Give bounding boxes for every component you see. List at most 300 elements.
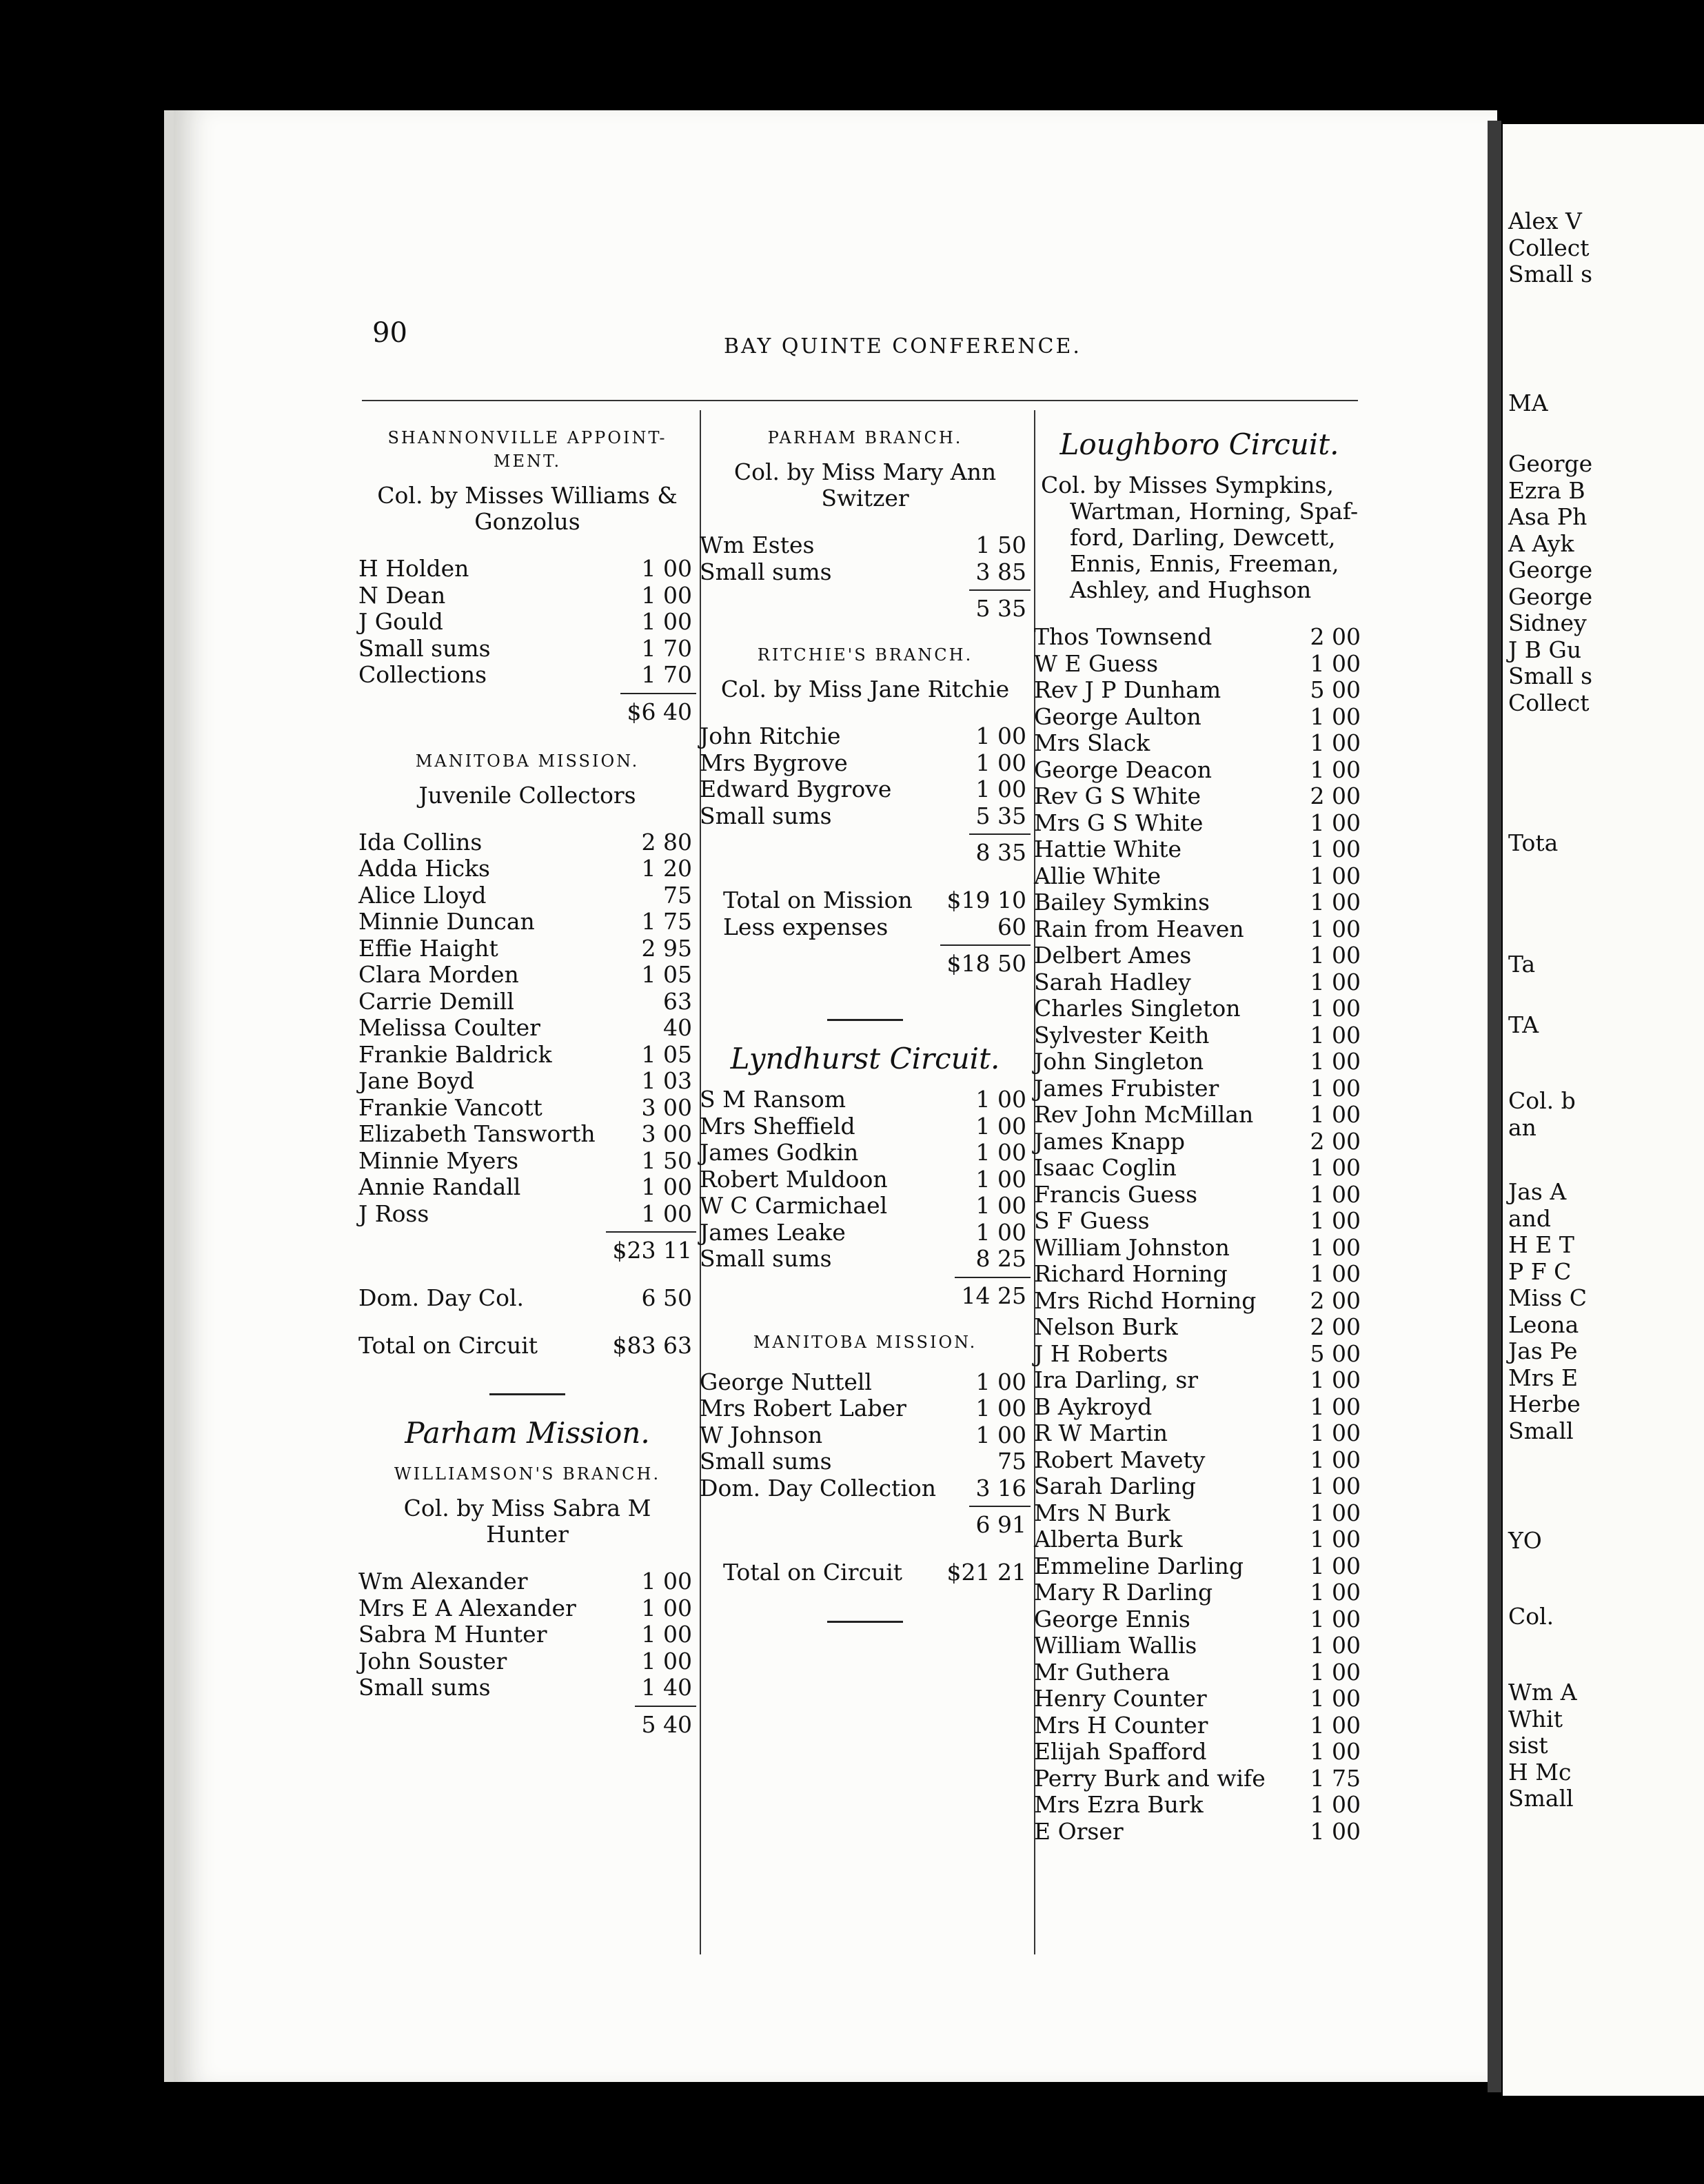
entry-row xyxy=(700,803,1031,830)
subtotal: 5 40 xyxy=(358,1701,696,1739)
entry-name: James Knapp xyxy=(1034,1127,1185,1155)
entry-row xyxy=(1034,677,1365,704)
entry-name: J Ross xyxy=(358,1200,429,1227)
entry-amount: 1 00 xyxy=(1310,889,1361,916)
facing-page-fragment xyxy=(1508,1179,1587,1444)
entry-name: Mrs H Counter xyxy=(1034,1711,1208,1739)
entry-row xyxy=(700,1448,1031,1475)
entry-name: James Leake xyxy=(700,1218,846,1246)
entry-amount: 1 00 xyxy=(1310,1473,1361,1499)
entry-amount: 1 00 xyxy=(975,1395,1026,1422)
entry-name: Small sums xyxy=(358,634,491,662)
facing-page-text: Small xyxy=(1508,1417,1574,1444)
entry-amount: 75 xyxy=(663,881,692,909)
entry-name: Robert Muldoon xyxy=(700,1165,888,1193)
entry-row xyxy=(700,1246,1031,1273)
entry-amount: 1 00 xyxy=(641,1173,692,1200)
entry-name: Dom. Day Collection xyxy=(700,1474,937,1502)
facing-page-text: Small s xyxy=(1508,261,1593,287)
entry-name: Hattie White xyxy=(1034,836,1182,862)
facing-page-text: Mrs E xyxy=(1508,1364,1579,1391)
facing-page-text: Leona xyxy=(1508,1311,1579,1338)
entry-row xyxy=(358,609,696,636)
entry-amount: 1 00 xyxy=(975,1086,1026,1113)
entry-name: Jane Boyd xyxy=(358,1067,475,1094)
facing-page-text: A Ayk xyxy=(1508,529,1574,557)
entry-name: Wm Estes xyxy=(700,532,815,558)
entry-name: Carrie Demill xyxy=(358,987,514,1015)
entry-row xyxy=(358,1201,696,1228)
section-heading: MANITOBA MISSION. xyxy=(753,1332,977,1352)
facing-page-text: J B Gu xyxy=(1508,636,1582,663)
entry-row xyxy=(1034,1394,1365,1421)
entry-row xyxy=(1034,1022,1365,1049)
entry-row xyxy=(700,1475,1031,1502)
entry-name: Mrs N Burk xyxy=(1034,1499,1170,1526)
collector-line: Col. by Miss Mary Ann Switzer xyxy=(733,458,997,512)
entry-row xyxy=(358,1595,696,1622)
entry-amount: 2 00 xyxy=(1310,1313,1361,1340)
entry-name: Elizabeth Tansworth xyxy=(358,1120,596,1147)
entry-name: Emmeline Darling xyxy=(1034,1552,1244,1579)
facing-page-text: Sidney xyxy=(1508,609,1587,636)
entry-name: W C Carmichael xyxy=(700,1192,888,1219)
collector-line: Juvenile Collectors xyxy=(418,781,636,809)
entry-name: S F Guess xyxy=(1034,1207,1150,1234)
entry-row xyxy=(1034,1766,1365,1792)
entry-name: John Singleton xyxy=(1034,1048,1204,1075)
facing-page-text: Tota xyxy=(1508,829,1559,856)
entry-row xyxy=(1034,1686,1365,1712)
entry-row xyxy=(1034,1447,1365,1474)
entry-name: Wm Alexander xyxy=(358,1568,528,1595)
entry-amount: 1 00 xyxy=(1310,1685,1361,1712)
entry-row xyxy=(358,1174,696,1201)
entry-amount: 1 00 xyxy=(1310,915,1361,942)
entry-amount: 1 03 xyxy=(641,1067,692,1094)
entry-amount: 1 70 xyxy=(641,661,692,688)
entry-row xyxy=(1034,889,1365,916)
entry-amount: 3 00 xyxy=(641,1093,692,1121)
facing-page-text: Whit xyxy=(1508,1705,1563,1732)
facing-page-text: an xyxy=(1508,1113,1536,1141)
facing-page-fragment xyxy=(1508,1679,1577,1812)
entry-name: Thos Townsend xyxy=(1034,623,1213,650)
entry-row xyxy=(1034,1606,1365,1633)
entry-row xyxy=(358,1675,696,1701)
entry-row xyxy=(1034,624,1365,651)
expenses-row: Less expenses 60 xyxy=(723,913,1026,940)
entry-row xyxy=(358,829,696,856)
entry-amount: 1 00 xyxy=(975,749,1026,776)
entry-name: Mrs Slack xyxy=(1034,729,1150,756)
entry-row xyxy=(700,1395,1031,1422)
entry-name: Mrs Richd Horning xyxy=(1034,1286,1257,1314)
entry-name: Melissa Coulter xyxy=(358,1014,540,1041)
entry-name: Frankie Baldrick xyxy=(358,1040,552,1068)
entry-name: Minnie Duncan xyxy=(358,908,535,935)
entry-amount: 1 00 xyxy=(1310,1233,1361,1261)
header-rule xyxy=(362,400,1358,401)
entry-row xyxy=(358,1095,696,1122)
entry-name: Robert Mavety xyxy=(1034,1446,1206,1473)
facing-page-text: sist xyxy=(1508,1732,1548,1759)
facing-page-text: Ezra B xyxy=(1508,476,1585,504)
entry-amount: 2 95 xyxy=(641,934,692,962)
entry-amount: 1 00 xyxy=(1310,649,1361,677)
entry-name: Collections xyxy=(358,661,487,688)
facing-page-text: MA xyxy=(1508,390,1548,416)
entry-name: Rev John McMillan xyxy=(1034,1101,1254,1128)
entry-amount: 1 00 xyxy=(1310,1817,1361,1845)
entry-amount: 2 00 xyxy=(1310,1286,1361,1314)
entry-row xyxy=(1034,1526,1365,1553)
entry-row xyxy=(358,1648,696,1675)
entry-amount: 1 00 xyxy=(1310,1579,1361,1606)
entry-row xyxy=(358,1042,696,1069)
entry-name: Perry Burk and wife xyxy=(1034,1764,1266,1792)
entry-list xyxy=(700,532,1031,585)
entry-row xyxy=(1034,1420,1365,1447)
entry-name: N Dean xyxy=(358,581,446,609)
facing-page-text: Ta xyxy=(1508,951,1536,978)
entry-row xyxy=(700,1369,1031,1396)
entry-amount: 1 00 xyxy=(1310,1499,1361,1526)
facing-page-text: Asa Ph xyxy=(1508,503,1588,530)
collector-line: Col. by Misses Sympkins, Wartman, Horning, Spaf- ford, Darling, Dewcett, Ennis, Ennis, Freeman, Ashley, and Hughson xyxy=(1041,472,1359,603)
column-2 xyxy=(700,414,1031,1644)
facing-page-fragment xyxy=(1508,390,1548,417)
entry-amount: 1 00 xyxy=(1310,1791,1361,1818)
entry-amount: 2 00 xyxy=(1310,782,1361,809)
entry-row xyxy=(700,1140,1031,1166)
entry-name: James Frubister xyxy=(1034,1074,1219,1102)
entry-name: Alice Lloyd xyxy=(358,881,487,909)
entry-name: George Nuttell xyxy=(700,1368,872,1395)
entry-amount: 1 20 xyxy=(641,855,692,882)
entry-row xyxy=(1034,863,1365,890)
entry-amount: 1 00 xyxy=(1310,1393,1361,1420)
entry-name: George Ennis xyxy=(1034,1605,1190,1632)
entry-row xyxy=(1034,1208,1365,1235)
facing-page-fragment xyxy=(1508,830,1558,857)
entry-list xyxy=(1034,624,1365,1845)
entry-row xyxy=(358,962,696,989)
dom-day-row: Dom. Day Col. 6 50 xyxy=(358,1284,692,1311)
entry-amount: 1 00 xyxy=(641,1568,692,1595)
entry-row xyxy=(1034,1102,1365,1129)
running-head: BAY QUINTE CONFERENCE. xyxy=(724,334,1082,358)
entry-amount: 1 05 xyxy=(641,1040,692,1068)
entry-amount: 1 00 xyxy=(1310,1180,1361,1208)
entry-row xyxy=(1034,1155,1365,1182)
entry-amount: 40 xyxy=(663,1014,692,1041)
facing-page-fragment xyxy=(1508,451,1592,716)
entry-name: S M Ransom xyxy=(700,1086,846,1113)
entry-row xyxy=(700,1422,1031,1449)
entry-amount: 75 xyxy=(997,1448,1026,1475)
entry-name: E Orser xyxy=(1034,1817,1124,1845)
section-title: Parham Mission. xyxy=(405,1416,650,1450)
facing-page-text: YO xyxy=(1508,1527,1542,1554)
entry-row xyxy=(700,750,1031,777)
entry-name: Mrs Sheffield xyxy=(700,1112,855,1140)
entry-list xyxy=(700,1086,1031,1273)
section-heading: PARHAM BRANCH. xyxy=(767,428,963,447)
facing-page-text: P F C xyxy=(1508,1257,1572,1285)
entry-amount: 1 00 xyxy=(1310,1552,1361,1579)
entry-row xyxy=(1034,1288,1365,1315)
entry-name: Sylvester Keith xyxy=(1034,1021,1210,1049)
entry-row xyxy=(1034,995,1365,1022)
facing-page-text: Small xyxy=(1508,1785,1574,1812)
entry-name: Edward Bygrove xyxy=(700,776,892,802)
entry-row xyxy=(700,1086,1031,1113)
entry-name: Ira Darling, sr xyxy=(1034,1366,1199,1393)
entry-amount: 2 00 xyxy=(1310,623,1361,650)
entry-name: Sabra M Hunter xyxy=(358,1621,547,1648)
entry-row xyxy=(700,1193,1031,1220)
entry-amount: 1 00 xyxy=(1310,1101,1361,1128)
entry-amount: 1 00 xyxy=(975,1421,1026,1448)
section-divider xyxy=(489,1393,565,1395)
section-heading: SHANNONVILLE APPOINT- MENT. xyxy=(387,428,667,471)
entry-amount: 1 00 xyxy=(641,1200,692,1227)
entry-row xyxy=(358,583,696,609)
entry-amount: 1 00 xyxy=(1310,1605,1361,1632)
entry-amount: 1 00 xyxy=(1310,968,1361,995)
entry-row xyxy=(1034,1235,1365,1262)
entry-amount: 1 50 xyxy=(641,1146,692,1174)
entry-row xyxy=(358,882,696,909)
section-title: Lyndhurst Circuit. xyxy=(730,1042,1000,1075)
mission-total-row: Total on Mission $19 10 xyxy=(723,887,1026,913)
entry-amount: 1 00 xyxy=(1310,1074,1361,1102)
entry-row xyxy=(1034,836,1365,863)
facing-page-fragment xyxy=(1508,951,1535,978)
entry-row xyxy=(1034,969,1365,996)
entry-amount: 1 00 xyxy=(641,581,692,609)
collector-line: Col. by Miss Sabra M Hunter xyxy=(403,1495,651,1548)
entry-amount: 1 00 xyxy=(1310,836,1361,862)
entry-name: Sarah Hadley xyxy=(1034,968,1191,995)
entry-name: J H Roberts xyxy=(1034,1339,1168,1367)
facing-page-text: H E T xyxy=(1508,1231,1574,1258)
entry-amount: 1 00 xyxy=(1310,942,1361,969)
subtotal: $23 11 xyxy=(358,1227,696,1264)
entry-amount: 1 00 xyxy=(975,722,1026,749)
entry-row xyxy=(1034,942,1365,969)
entry-name: James Godkin xyxy=(700,1139,859,1166)
entry-name: B Aykroyd xyxy=(1034,1393,1153,1420)
facing-page-text: George xyxy=(1508,556,1593,583)
entry-list xyxy=(700,1369,1031,1502)
facing-page-fragment xyxy=(1508,208,1592,288)
entry-name: W Johnson xyxy=(700,1421,823,1448)
entry-name: Mrs Robert Laber xyxy=(700,1395,906,1422)
entry-name: Mrs Bygrove xyxy=(700,749,848,776)
circuit-total-row: Total on Circuit $21 21 xyxy=(723,1559,1026,1586)
entry-amount: 3 00 xyxy=(641,1120,692,1147)
facing-page xyxy=(1503,124,1704,2096)
entry-name: Elijah Spafford xyxy=(1034,1738,1207,1765)
entry-amount: 1 00 xyxy=(1310,1048,1361,1075)
section-heading: RITCHIE'S BRANCH. xyxy=(757,645,973,665)
column-1 xyxy=(358,414,696,1739)
facing-page-text: Jas Pe xyxy=(1508,1337,1578,1364)
entry-row xyxy=(358,856,696,882)
entry-amount: 1 00 xyxy=(1310,1154,1361,1181)
entry-name: W E Guess xyxy=(1034,649,1159,677)
entry-name: Bailey Symkins xyxy=(1034,889,1210,916)
entry-row xyxy=(700,559,1031,586)
entry-amount: 3 85 xyxy=(975,558,1026,585)
entry-amount: 1 00 xyxy=(1310,1021,1361,1049)
facing-page-fragment xyxy=(1508,1012,1539,1039)
entry-name: George Aulton xyxy=(1034,702,1201,730)
entry-amount: 1 00 xyxy=(1310,729,1361,756)
entry-name: Ida Collins xyxy=(358,828,483,856)
entry-row xyxy=(358,662,696,689)
facing-page-text: H Mc xyxy=(1508,1758,1572,1786)
entry-row xyxy=(1034,757,1365,784)
facing-page-text: and xyxy=(1508,1204,1552,1232)
entry-row xyxy=(1034,1659,1365,1686)
entry-row xyxy=(358,1015,696,1042)
facing-page-text: Col. xyxy=(1508,1603,1554,1630)
entry-name: Annie Randall xyxy=(358,1173,521,1200)
entry-name: R W Martin xyxy=(1034,1419,1168,1446)
section-heading: WILLIAMSON'S BRANCH. xyxy=(394,1464,661,1484)
subtotal: 8 35 xyxy=(700,829,1031,867)
section-heading: MANITOBA MISSION. xyxy=(415,751,640,771)
entry-name: Frankie Vancott xyxy=(358,1093,542,1121)
entry-amount: 1 00 xyxy=(1310,1711,1361,1739)
entry-row xyxy=(358,1121,696,1148)
facing-page-text: Herbe xyxy=(1508,1391,1581,1417)
page-number: 90 xyxy=(372,317,407,349)
entry-list xyxy=(358,1568,696,1701)
entry-amount: 1 00 xyxy=(975,1218,1026,1246)
entry-amount: 3 16 xyxy=(975,1474,1026,1502)
entry-amount: 1 75 xyxy=(641,908,692,935)
entry-row xyxy=(358,1068,696,1095)
entry-name: J Gould xyxy=(358,608,443,635)
entry-name: Nelson Burk xyxy=(1034,1313,1178,1340)
entry-name: Small sums xyxy=(700,558,832,585)
entry-name: Mrs Ezra Burk xyxy=(1034,1791,1204,1818)
net-total: $18 50 xyxy=(700,940,1031,978)
facing-page-text: Collect xyxy=(1508,689,1590,716)
entry-amount: 1 00 xyxy=(1310,1260,1361,1287)
entry-amount: 1 00 xyxy=(975,1192,1026,1219)
entry-name: Francis Guess xyxy=(1034,1180,1198,1208)
entry-name: Adda Hicks xyxy=(358,855,490,882)
facing-page-text: George xyxy=(1508,450,1593,477)
entry-amount: 1 00 xyxy=(1310,809,1361,836)
book-spine xyxy=(1488,121,1501,2092)
entry-row xyxy=(1034,730,1365,757)
collector-line: Col. by Miss Jane Ritchie xyxy=(720,676,1010,702)
entry-name: Small sums xyxy=(700,1448,832,1475)
entry-name: George Deacon xyxy=(1034,756,1212,783)
entry-name: Mrs G S White xyxy=(1034,809,1204,836)
entry-row xyxy=(1034,1049,1365,1075)
entry-amount: 1 00 xyxy=(1310,1207,1361,1234)
entry-row xyxy=(1034,1367,1365,1394)
entry-amount: 1 40 xyxy=(641,1674,692,1701)
entry-amount: 2 80 xyxy=(641,828,692,856)
entry-amount: 1 00 xyxy=(1310,1419,1361,1446)
entry-amount: 2 00 xyxy=(1310,1127,1361,1155)
entry-row xyxy=(1034,1632,1365,1659)
entry-name: John Souster xyxy=(358,1647,507,1675)
entry-amount: 1 75 xyxy=(1310,1764,1361,1792)
entry-name: Clara Morden xyxy=(358,961,519,988)
entry-row xyxy=(700,776,1031,803)
entry-amount: 1 00 xyxy=(975,776,1026,802)
subtotal: 6 91 xyxy=(700,1502,1031,1539)
subtotal: 5 35 xyxy=(700,585,1031,623)
facing-page-text: George xyxy=(1508,583,1593,610)
entry-row xyxy=(1034,1075,1365,1102)
entry-name: Rain from Heaven xyxy=(1034,915,1244,942)
entry-amount: 1 00 xyxy=(975,1165,1026,1193)
entry-amount: 1 00 xyxy=(1310,702,1361,730)
entry-amount: 1 00 xyxy=(1310,995,1361,1022)
entry-amount: 1 00 xyxy=(641,1621,692,1648)
entry-amount: 1 00 xyxy=(641,608,692,635)
entry-name: John Ritchie xyxy=(700,722,841,749)
entry-row xyxy=(1034,1473,1365,1500)
entry-row xyxy=(700,532,1031,559)
entry-name: Small sums xyxy=(358,1674,491,1701)
entry-name: Charles Singleton xyxy=(1034,995,1241,1022)
entry-row xyxy=(358,1621,696,1648)
entry-row xyxy=(1034,651,1365,678)
entry-row xyxy=(1034,1314,1365,1341)
entry-amount: 1 00 xyxy=(1310,1446,1361,1473)
entry-name: Mrs E A Alexander xyxy=(358,1594,576,1621)
facing-page-text: Miss C xyxy=(1508,1284,1587,1311)
entry-amount: 1 00 xyxy=(975,1368,1026,1395)
entry-amount: 5 00 xyxy=(1310,1339,1361,1367)
entry-name: William Johnston xyxy=(1034,1233,1230,1261)
entry-name: Rev J P Dunham xyxy=(1034,676,1221,703)
entry-amount: 5 35 xyxy=(975,802,1026,829)
entry-row xyxy=(1034,810,1365,837)
entry-row xyxy=(1034,783,1365,810)
entry-row xyxy=(1034,1553,1365,1580)
entry-list xyxy=(700,723,1031,829)
entry-amount: 63 xyxy=(663,987,692,1015)
entry-name: Delbert Ames xyxy=(1034,942,1192,969)
entry-row xyxy=(1034,1739,1365,1766)
entry-row xyxy=(1034,1792,1365,1819)
facing-page-text: Wm A xyxy=(1508,1679,1577,1706)
entry-row xyxy=(358,636,696,663)
entry-row xyxy=(358,989,696,1015)
entry-row xyxy=(700,1220,1031,1246)
entry-row xyxy=(358,1568,696,1595)
facing-page-text: Small s xyxy=(1508,663,1593,689)
entry-row xyxy=(1034,1182,1365,1209)
facing-page-text: Alex V xyxy=(1508,208,1582,234)
entry-amount: 1 00 xyxy=(975,1139,1026,1166)
entry-amount: 1 00 xyxy=(1310,862,1361,889)
entry-row xyxy=(1034,1579,1365,1606)
entry-list xyxy=(358,829,696,1228)
